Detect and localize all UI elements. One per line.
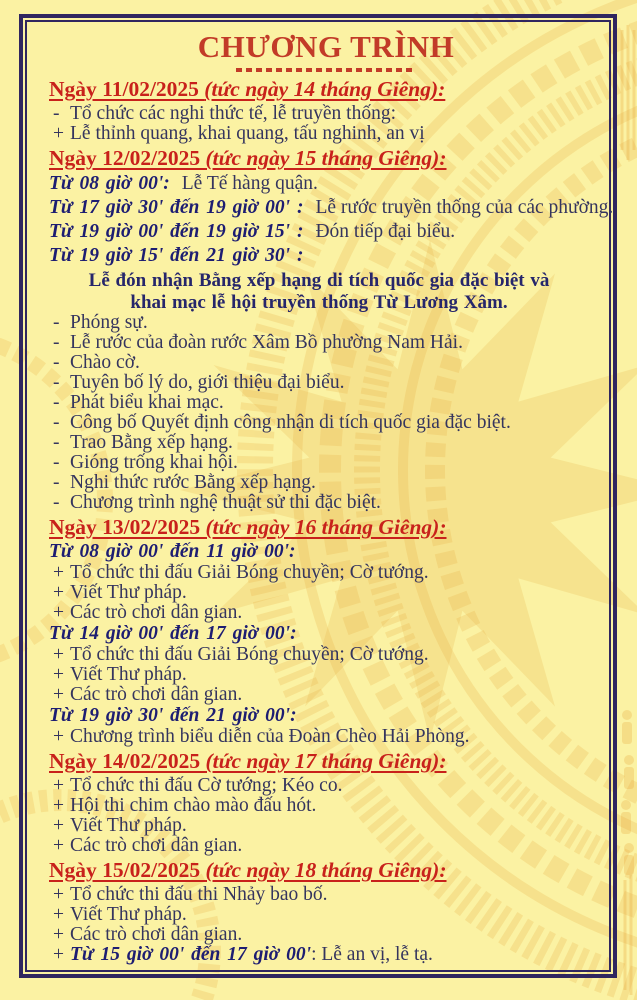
time-slot	[49, 624, 603, 644]
schedule-item	[49, 603, 603, 623]
item-marker: +	[53, 726, 64, 747]
item-text: Các trò chơi dân gian.	[70, 684, 243, 705]
schedule-item	[49, 776, 603, 796]
item-text: Công bố Quyết định công nhận di tích quốc gia đặc biệt.	[70, 412, 511, 433]
item-text: Hội thi chim chào mào đấu hót.	[70, 795, 317, 816]
outer-border	[19, 14, 617, 978]
time-description: Lễ Tế hàng quận.	[181, 173, 318, 194]
item-marker: +	[53, 582, 64, 603]
schedule-item	[49, 816, 603, 836]
time-slot	[49, 542, 603, 562]
item-marker: -	[53, 352, 60, 373]
heading-date: Ngày 15/02/2025	[49, 858, 206, 882]
item-text: Phát biểu khai mạc.	[70, 392, 224, 413]
item-marker: -	[53, 392, 60, 413]
item-marker: +	[53, 664, 64, 685]
time-slot	[49, 222, 603, 242]
item-text: Tuyên bố lý do, giới thiệu đại biểu.	[70, 372, 345, 393]
item-text: Viết Thư pháp.	[70, 664, 187, 685]
schedule-item	[49, 905, 603, 925]
item-marker: +	[53, 924, 64, 945]
time-slot	[49, 197, 614, 218]
heading-date: Ngày 13/02/2025	[49, 515, 206, 539]
time-range: Từ 19 giờ 15' đến 21 giờ 30' :	[49, 245, 304, 266]
highlight-line: Lễ đón nhận Bằng xếp hạng di tích quốc gia đặc biệt và	[88, 270, 550, 291]
schedule-item	[49, 473, 603, 493]
day-section	[49, 146, 614, 513]
item-marker: +	[53, 684, 64, 705]
time-description: Đón tiếp đại biểu.	[315, 221, 456, 242]
schedule-item	[49, 453, 603, 473]
heading-lunar-date: (tức ngày 17 tháng Giêng):	[205, 749, 447, 773]
schedule-item	[49, 373, 603, 393]
heading-date: Ngày 14/02/2025	[49, 749, 206, 773]
schedule-item	[49, 583, 603, 603]
schedule-item	[49, 645, 603, 665]
date-heading	[49, 750, 603, 773]
item-text: Lễ thỉnh quang, khai quang, tấu nghinh, an vị	[70, 123, 425, 144]
item-text: Tổ chức thi đấu Giải Bóng chuyền; Cờ tướng.	[70, 644, 429, 665]
schedule-item	[49, 945, 603, 965]
heading-lunar-date: (tức ngày 16 tháng Giêng):	[205, 515, 447, 539]
time-range: Từ 08 giờ 00' đến 11 giờ 00':	[49, 541, 296, 562]
schedule-item	[49, 796, 603, 816]
schedule-item	[49, 313, 603, 333]
item-marker: +	[53, 775, 64, 796]
schedule-item	[49, 925, 603, 945]
time-range: Từ 19 giờ 30' đến 21 giờ 00':	[49, 705, 297, 726]
heading-lunar-date: (tức ngày 14 tháng Giêng):	[204, 77, 446, 101]
item-text: Nghi thức rước Bằng xếp hạng.	[70, 472, 316, 493]
heading-date: Ngày 11/02/2025	[49, 77, 205, 101]
item-marker: +	[53, 815, 64, 836]
inner-border	[25, 20, 614, 972]
item-text: Chương trình nghệ thuật sử thi đặc biệt.	[70, 492, 381, 513]
date-heading	[49, 78, 603, 101]
date-heading	[49, 147, 603, 170]
item-marker: +	[53, 884, 64, 905]
schedule-item	[49, 353, 603, 373]
time-range: Từ 14 giờ 00' đến 17 giờ 00':	[49, 623, 297, 644]
schedule-item	[49, 104, 603, 124]
schedule-item	[49, 885, 603, 905]
schedule-item	[49, 563, 603, 583]
item-marker: -	[53, 103, 60, 124]
time-slot	[49, 174, 603, 194]
item-marker: -	[53, 492, 60, 513]
heading-lunar-date: (tức ngày 18 tháng Giêng):	[205, 858, 447, 882]
day-section	[49, 516, 603, 747]
item-marker: +	[53, 644, 64, 665]
title-underline-dashes	[236, 68, 416, 72]
schedule-item	[49, 333, 603, 353]
schedule-item	[49, 124, 603, 144]
time-range: Từ 08 giờ 00':	[49, 173, 170, 194]
schedule-item	[49, 393, 603, 413]
time-slot	[49, 706, 603, 726]
time-range: Từ 19 giờ 00' đến 19 giờ 15' :	[49, 221, 304, 242]
item-marker: +	[53, 944, 64, 965]
item-marker: -	[53, 472, 60, 493]
schedule-item	[49, 685, 603, 705]
page-title: CHƯƠNG TRÌNH	[197, 29, 455, 64]
item-text: Các trò chơi dân gian.	[70, 602, 243, 623]
item-marker: -	[53, 312, 60, 333]
item-text: Tổ chức thi đấu Cờ tướng; Kéo co.	[70, 775, 343, 796]
item-marker: +	[53, 562, 64, 583]
item-marker: +	[53, 602, 64, 623]
day-section	[49, 78, 603, 144]
item-marker: -	[53, 332, 60, 353]
date-heading	[49, 859, 603, 882]
item-marker: -	[53, 412, 60, 433]
item-text: Viết Thư pháp.	[70, 904, 187, 925]
item-text: Các trò chơi dân gian.	[70, 835, 243, 856]
date-heading	[49, 516, 603, 539]
item-text: Trao Bằng xếp hạng.	[70, 432, 233, 453]
item-text: Tổ chức thi đấu thi Nhảy bao bố.	[70, 884, 328, 905]
schedule-item	[49, 493, 603, 513]
schedule-item	[49, 433, 603, 453]
item-text: Lễ rước của đoàn rước Xâm Bồ phường Nam Hải.	[70, 332, 463, 353]
item-text: Tổ chức các nghi thức tế, lễ truyền thống:	[70, 103, 396, 124]
time-description: : Lễ an vị, lễ tạ.	[311, 944, 433, 965]
time-range: Từ 15 giờ 00' đến 17 giờ 00'	[70, 944, 312, 965]
schedule-item	[49, 836, 603, 856]
item-marker: +	[53, 904, 64, 925]
item-text: Viết Thư pháp.	[70, 582, 187, 603]
item-marker: +	[53, 835, 64, 856]
schedule-item	[49, 727, 603, 747]
item-text: Chào cờ.	[70, 352, 140, 373]
time-range: Từ 17 giờ 30' đến 19 giờ 00' :	[49, 197, 304, 218]
item-marker: -	[53, 452, 60, 473]
item-text: Chương trình biểu diễn của Đoàn Chèo Hải Phòng.	[70, 726, 470, 747]
schedule-item	[49, 413, 603, 433]
item-text: Các trò chơi dân gian.	[70, 924, 243, 945]
item-text: Gióng trống khai hội.	[70, 452, 238, 473]
day-section	[49, 750, 603, 856]
item-text: Viết Thư pháp.	[70, 815, 187, 836]
highlight-line: khai mạc lễ hội truyền thống Từ Lương Xâm.	[130, 291, 508, 313]
heading-lunar-date: (tức ngày 15 tháng Giêng):	[205, 146, 447, 170]
schedule-sections	[49, 77, 614, 965]
item-marker: -	[53, 432, 60, 453]
day-section	[49, 859, 603, 965]
item-text: Tổ chức thi đấu Giải Bóng chuyền; Cờ tướng.	[70, 562, 429, 583]
time-slot	[49, 246, 603, 266]
time-description: Lễ rước truyền thống của các phường.	[315, 197, 614, 218]
item-text: Phóng sự.	[70, 312, 148, 333]
heading-date: Ngày 12/02/2025	[49, 146, 206, 170]
item-marker: +	[53, 795, 64, 816]
schedule-item	[49, 665, 603, 685]
item-marker: -	[53, 372, 60, 393]
item-marker: +	[53, 123, 64, 144]
